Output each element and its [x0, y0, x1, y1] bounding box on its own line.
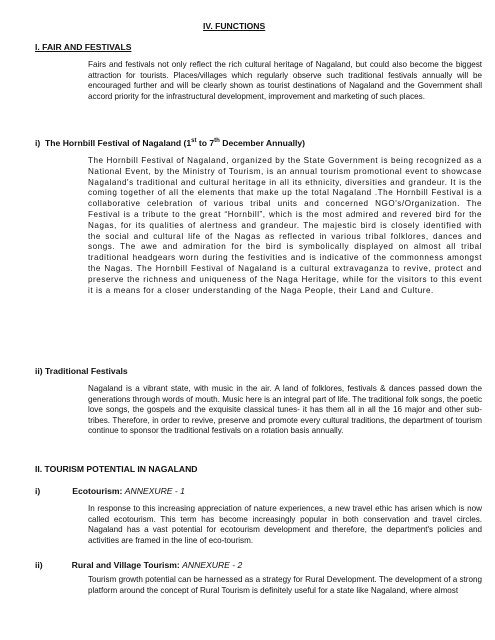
rural-annex: ANNEXURE - 2	[182, 560, 243, 570]
rural-tourism-heading	[35, 560, 242, 570]
section-heading-fair-festivals: I. FAIR AND FESTIVALS	[35, 42, 132, 52]
ecotourism-number: i)	[35, 486, 41, 496]
page-title: IV. FUNCTIONS	[203, 21, 266, 31]
traditional-festivals-paragraph: Nagaland is a vibrant state, with music in the air. A land of folklores, festivals & dances passed down the generations through words of mouth. Music here is an integral part of life. The traditional folk songs, the poetic love songs, the gospels and the exquisite classical tunes- it has them all in all the 16 major and other sub-tribes. Therefore, in order to revive, preserve and promote every cultural traditions, the department of tourism continue to sponsor the traditional festivals on a rotation basis annually.	[88, 384, 482, 436]
hornbill-heading-mid: to 7	[196, 138, 215, 148]
hornbill-sup-th: th	[214, 138, 220, 145]
rural-label: Rural and Village Tourism:	[71, 560, 180, 570]
hornbill-sup-st: st	[191, 138, 197, 145]
ecotourism-paragraph: In response to this increasing appreciation of nature experiences, a new travel ethic has arisen which is now called ecotourism. This term has become increasingly popular in both conservation and travel circles. Nagaland has a vast potential for ecotourism development and therefore, the department's policies and activities are framed in the line of eco-tourism.	[88, 504, 482, 545]
rural-number: ii)	[35, 560, 43, 570]
hornbill-heading	[35, 138, 305, 148]
hornbill-number: i)	[35, 138, 41, 148]
ecotourism-annex: ANNEXURE - 1	[124, 486, 185, 496]
ecotourism-label: Ecotourism:	[72, 486, 123, 496]
rural-tourism-paragraph: Tourism growth potential can be harnessed as a strategy for Rural Development. The development of a strong platform around the concept of Rural Tourism is definitely useful for a state like Nagaland, where almost	[88, 575, 482, 595]
traditional-festivals-heading: ii) Traditional Festivals	[35, 366, 128, 376]
section-heading-tourism-potential: II. TOURISM POTENTIAL IN NAGALAND	[35, 464, 198, 474]
hornbill-heading-post: December Annually)	[219, 138, 306, 148]
ecotourism-heading	[35, 486, 185, 496]
hornbill-heading-pre: The Hornbill Festival of Nagaland (1	[45, 138, 192, 148]
hornbill-paragraph: The Hornbill Festival of Nagaland, organized by the State Government is being recognized as a National Event, by the Ministry of Tourism, is an annual tourism promotional event to showcase Nagaland's traditional and cultural heritage in all its ethnicity, diversities and grandeur. It is the coming together of all the elements that make up the total Nagaland .The Hornbill Festival is a collaborative celebration of various tribal units and concerned NGO's/Organization. The Festival is a tribute to the great “Hornbill”, which is the most admired and revered bird for the Nagas, for its qualities of alertness and grandeur. The majestic bird is closely identified with the social and cultural life of the Nagas as reflected in various tribal folklores, dances and songs. The awe and admiration for the bird is symbolically displayed on almost all tribal traditional headgears worn during the festivities and is indicative of the commonness amongst the Nagas. The Hornbill Festival of Nagaland is a cultural extravaganza to revive, protect and preserve the richness and uniqueness of the Naga Heritage, while for the visitors to this event it is a means for a closer understanding of the Naga People, their Land and Culture.	[88, 156, 482, 295]
fair-festivals-paragraph: Fairs and festivals not only reflect the rich cultural heritage of Nagaland, but could also become the biggest attraction for tourists. Places/villages which regularly observe such traditional festivals annually will be encouraged further and will be clearly shown as tourist destinations of Nagaland and the Government shall accord priority for the infrastructural development, improvement and marketing of such places.	[88, 60, 482, 101]
